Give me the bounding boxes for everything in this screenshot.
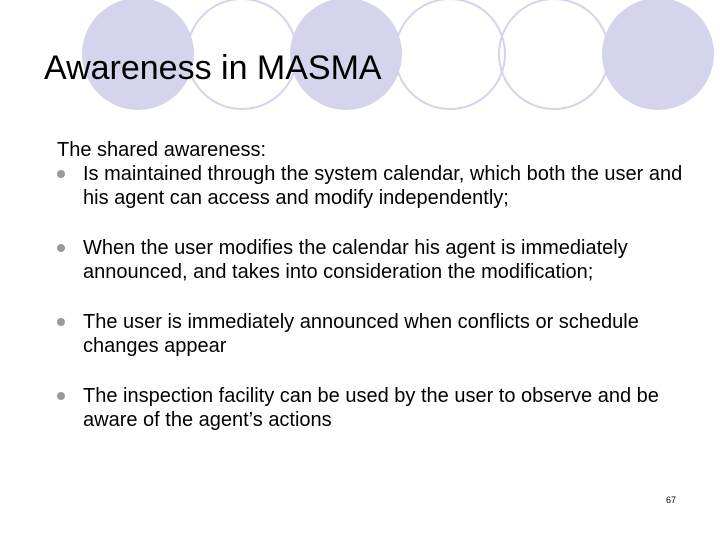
intro-text: The shared awareness: bbox=[57, 139, 267, 161]
decorative-circle bbox=[498, 0, 610, 110]
bullet-text: The inspection facility can be used by the user to observe and be aware of the agent’s actions bbox=[83, 385, 659, 431]
list-item bbox=[57, 310, 697, 358]
slide-title: Awareness in MASMA bbox=[44, 49, 382, 87]
decorative-circle bbox=[394, 0, 506, 110]
bullet-icon bbox=[57, 170, 65, 178]
bullet-icon bbox=[57, 318, 65, 326]
list-item bbox=[57, 162, 697, 210]
page-number: 67 bbox=[666, 495, 677, 505]
decorative-circle bbox=[602, 0, 714, 110]
bullet-icon bbox=[57, 244, 65, 252]
bullet-list bbox=[57, 162, 697, 432]
bullet-text: Is maintained through the system calendar, which both the user and his agent can access and modify independently; bbox=[83, 163, 683, 209]
list-item bbox=[57, 384, 697, 432]
bullet-icon bbox=[57, 392, 65, 400]
list-item bbox=[57, 236, 697, 284]
bullet-text: The user is immediately announced when conflicts or schedule changes appear bbox=[83, 311, 639, 357]
bullet-text: When the user modifies the calendar his agent is immediately announced, and takes into consideration the modification; bbox=[83, 237, 628, 283]
slide-body bbox=[57, 138, 697, 432]
